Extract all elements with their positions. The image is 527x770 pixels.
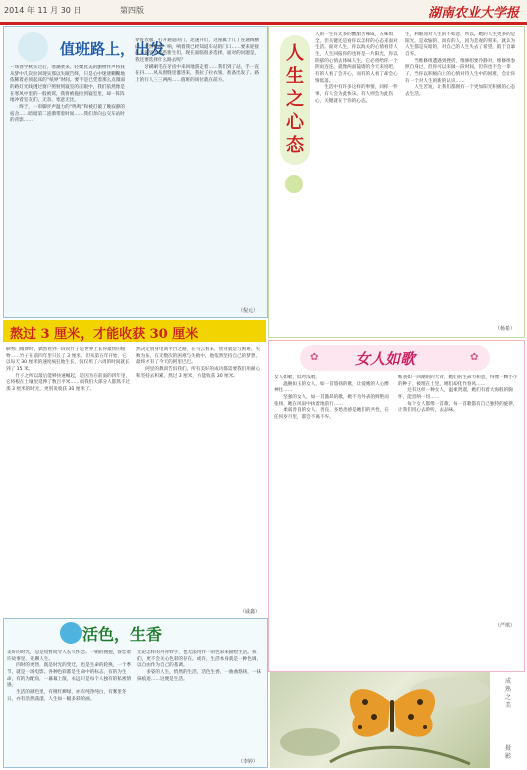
article-body-right: 穿好衣服，打开通道的门，迅速开灯，这座属于几丁连通线横向，突然我那一响，响着我已经知道车站的门口……要来迎接前来报到的那些新生们，现在面临很多选择，面对的问题是，我还要选择什么路去呢？ 牙刷刷毛在牙齿中来回地游走着……我们到了站，手一直在抖……风从窗缝里灌进来，我拉了拉衣领，准备出发了。路上的行人三三两两……值班的岗位就在前方。: [135, 38, 260, 83]
article-title: 活色，生香: [82, 625, 163, 644]
photo-credit: 摄影: [505, 745, 512, 760]
newspaper-masthead: 湖南农业大学报: [427, 6, 519, 21]
article-body-right: 生，利眼而对人生的不如意，所以，她的人生更多的是阳光。是欢愉的、而有的人，因为悲观的刻来，就认为人生都是灰暗的，对自己的人生失去了希望，陷于自暴自弃。 当维修组遭遇到挫折，维修组要冷静对，维修组参照自身过，但你可以来做一段时间，但你也不会一辈子。当你以积极向上的心情对待人生中的困难，会让你有一个对人生的新的认识…… 人生苦短，让我们都拥有一个更加阳光积极的心态去生活。: [405, 32, 516, 97]
article-body-right: 帐我如一回潮的的大背，她们的生命力和意，得像一颗小小的种子，被埋在土里，她们却化作春风…… 还有这样一种女人，温柔贤淑，她们有着大海般的胸怀，能容纳一切…… 每个女人都像一首歌，每一首歌都有自己独特的旋律，让我们用心去聆听，去品味。: [398, 375, 518, 414]
article-title: 人生之心态: [286, 43, 304, 156]
moon-decoration: [18, 32, 48, 62]
photo-caption: 成熟之美: [505, 678, 512, 709]
article-byline: （严琪）: [495, 623, 516, 629]
article-title: 值班路上，出发: [60, 40, 166, 58]
article-body-left: 刷秀门微博时，偶然看到一段说竹子是世界上长得最快的植物……竹子在前四年里只长了 3 厘米，但从第五年开始，它以每天 30 厘米的速度疯狂地生长，仅仅用了六周的时间就长到了 15 米。 竹子之所以最后能够快速崛起，是因为在前面的四年里，它将根在土壤里延伸了数百平米……而我们大部分人都熬不过那 3 厘米的时光，更别说收获 30 厘米了。: [6, 347, 131, 392]
article-byline: （李婷）: [238, 759, 259, 765]
butterfly-photo: [270, 672, 490, 768]
butterfly-icon: [270, 672, 490, 768]
article-byline: （戚鑫）: [240, 609, 261, 615]
article-byline: （倪元）: [238, 308, 259, 314]
article-body-left: 一场春学秋实过后，寒潮袭来。轻柔优美的删物件声将我从梦中几次拉回现实那以失眠告终，只是心中迷迷糊糊地依稀着必须起床的“纸界”时间。要不是已凭着那么点微弱的路灯光线透过窗户照射到寝室的正眼中，我们依然像是在寒风中里的一般被窝，我将被拖拉到寝室里，却一阵阵地冲着室友们，无奈、寒意无比。 终于，一串脚步声温力的“鸣鸣”和被打破了晚寂静的宿舍……暗暗第二涟漪带着时间……我们奔向公交车站时的背影……: [10, 65, 126, 124]
article-body-right: 无论怎样的丹青妙手，也无法用作一的色彩来描绘生活。我们，更不会关心色彩的存在。或许，生活本身就是一种色调，以自由作为自己的基调。 多姿的人生，悄然的生活，活色生香，一曲曲悠扬，一抹抹痕迹……这便是生活。: [137, 650, 262, 682]
page-number: 第四版: [120, 6, 144, 15]
flower-icon: ✿: [310, 352, 319, 363]
leaf-decoration: [285, 175, 303, 193]
article-body-left: 女人如歌，低吟浅唱。 温婉如玉的女人，如一首悠扬的歌，让爱她的人心醉神往…… 坚强的女人，如一首激昂的歌，她不为外表的鲜艳而张扬，她在风雨中执着地前行…… 柔弱善良的女人，善良、多愁善感是她们的共性，在任何岁月里，都会不离不弃。: [274, 375, 389, 420]
sun-decoration: [60, 622, 82, 644]
article-byline: （杨希）: [495, 326, 516, 332]
article-body-left: 人的一生有太多的酸甜苦辣咸，五味俱全。但关键还是看你以怎样的心态来面对生活。面对人生，你以海关的心情看待人生，人生回报你的也将是一片阳光，你以阴郁的心情去体味人生，它必将给你一个阴雨连连。就像两面镜墙的今天来说吧，有的人看了会开心，而有的人看了却会心情低落。 生活中有许多这样的事情，同样一件事，有人会为此快乐，有人则会为此伤心，关键就在于你的心态。: [315, 32, 398, 104]
article-title: 女人如歌: [355, 350, 416, 368]
article-body-right: 然决定放身电商平台之路，在马云看来，创业就是与困难、失败为伍，在无数次的困难与失败中，他依然坚持自己的梦想，最终才有了今天的阿里巴巴。 阿里的教训告诉我们，所有美好的成功都需要我们用耐心和坚持去积累，熬过 3 厘米，方能收获 30 厘米。: [136, 347, 261, 379]
flower-icon: ✿: [470, 352, 479, 363]
issue-date: 2014 年 11 月 30 日: [4, 6, 82, 15]
article-body-left: 美好的时光，总是短暂而令人长久怀恋。一朝的拥抱，眷恋着许故事里，先聊人生。 四时的更替，既是时光的变迁，也是生命的轮换。一个季节，就是一场电影。各种色彩都是生命中的标志，有的为生命，有的为配角，一幕幕上演，永远只是每个人独有的私密情感。 生活的颜色里，有桃红柳绿，亦有纯净纯白，有雾里冬日，亦有浩然荡漾，人生如一幅多彩的画。: [7, 650, 132, 702]
article-title: 熬过 3 厘米，才能收获 30 厘米: [10, 327, 199, 342]
